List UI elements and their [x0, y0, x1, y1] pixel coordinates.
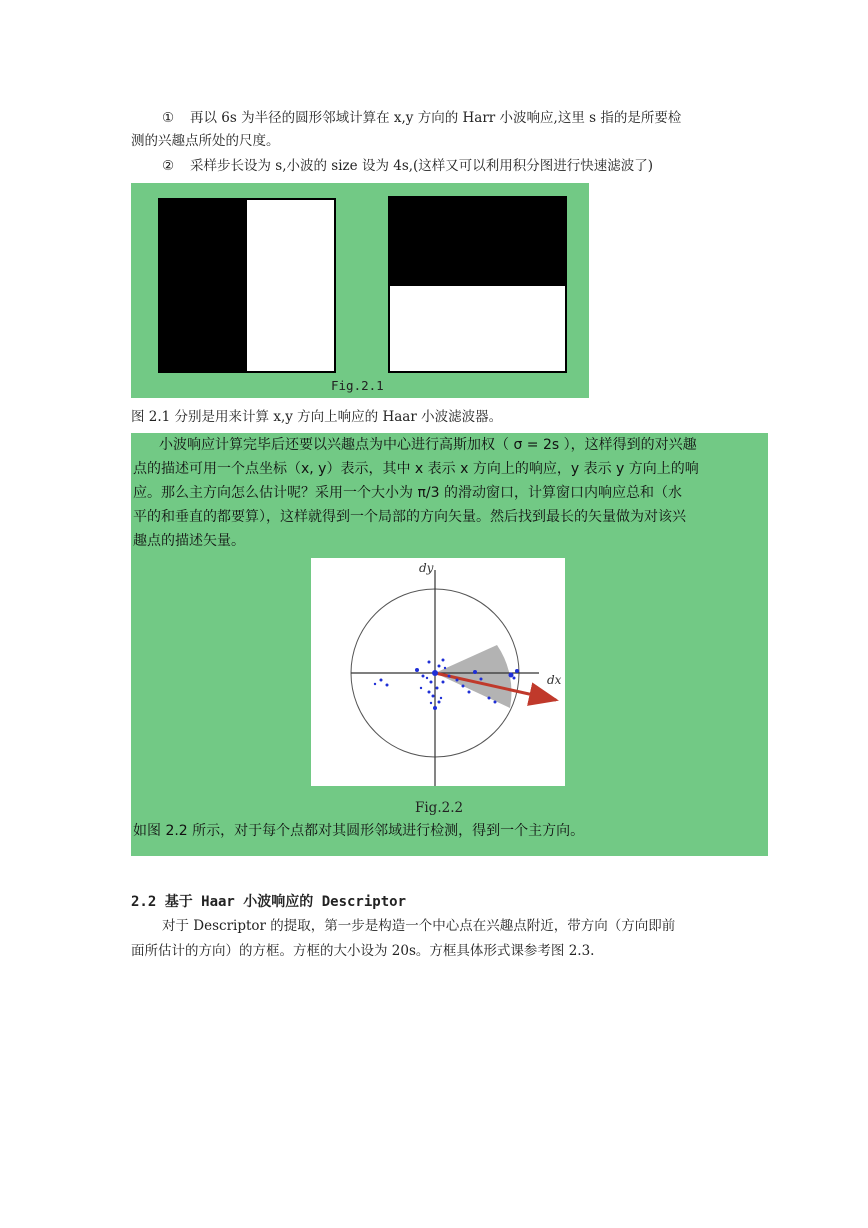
section-heading: 2.2 基于 Haar 小波响应的 Descriptor	[131, 894, 407, 910]
list-item-1-line1: 再以 6s 为半径的圆形邻域计算在 x,y 方向的 Harr 小波响应,这里 s 指的是所要检	[190, 110, 682, 126]
fig2-para-line4: 平的和垂直的都要算），这样就得到一个局部的方向矢量。然后找到最长的矢量做为对该兴	[133, 509, 686, 525]
fig2-para-line2: 点的描述可用一个点坐标（x, y）表示，其中 x 表示 x 方向上的响应，y 表示 y 方向上的响	[133, 461, 699, 477]
orientation-plot	[311, 558, 565, 786]
axis-label-dy: dy	[419, 561, 434, 575]
figure-2-1-caption: 图 2.1 分别是用来计算 x,y 方向上响应的 Haar 小波滤波器。	[131, 409, 503, 425]
fig2-para-line1: 小波响应计算完毕后还要以兴趣点为中心进行高斯加权（ σ = 2s ），这样得到的对兴趣	[159, 437, 697, 453]
figure-2-2-panel	[131, 433, 768, 856]
list-marker-2: ②	[162, 158, 175, 174]
axis-label-dx: dx	[547, 673, 562, 687]
list-item-1-line2: 测的兴趣点所处的尺度。	[131, 133, 280, 149]
figure-2-2-caption: 如图 2.2 所示，对于每个点都对其圆形邻域进行检测，得到一个主方向。	[133, 823, 585, 839]
orientation-plot-svg	[311, 558, 565, 786]
figure-2-1-panel	[131, 183, 589, 398]
fig2-para-line3: 应。那么主方向怎么估计呢？采用一个大小为 π/3 的滑动窗口，计算窗口内响应总和（水	[133, 485, 682, 501]
figure-2-2-label: Fig.2.2	[415, 800, 464, 816]
haar-filter-x	[158, 198, 336, 373]
haar-x-black-half	[160, 200, 247, 371]
list-item-2: 采样步长设为 s,小波的 size 设为 4s,(这样又可以利用积分图进行快速滤波了)	[190, 158, 654, 174]
haar-y-black-half	[390, 198, 565, 286]
figure-2-1-label: Fig.2.1	[331, 378, 384, 393]
fig2-para-line5: 趣点的描述矢量。	[133, 533, 245, 549]
list-marker-1: ①	[162, 110, 175, 126]
haar-filter-y	[388, 196, 567, 373]
section-para-line2: 面所估计的方向）的方框。方框的大小设为 20s。方框具体形式课参考图 2.3.	[131, 943, 595, 959]
section-para-line1: 对于 Descriptor 的提取，第一步是构造一个中心点在兴趣点附近，带方向（方向即前	[162, 918, 676, 934]
